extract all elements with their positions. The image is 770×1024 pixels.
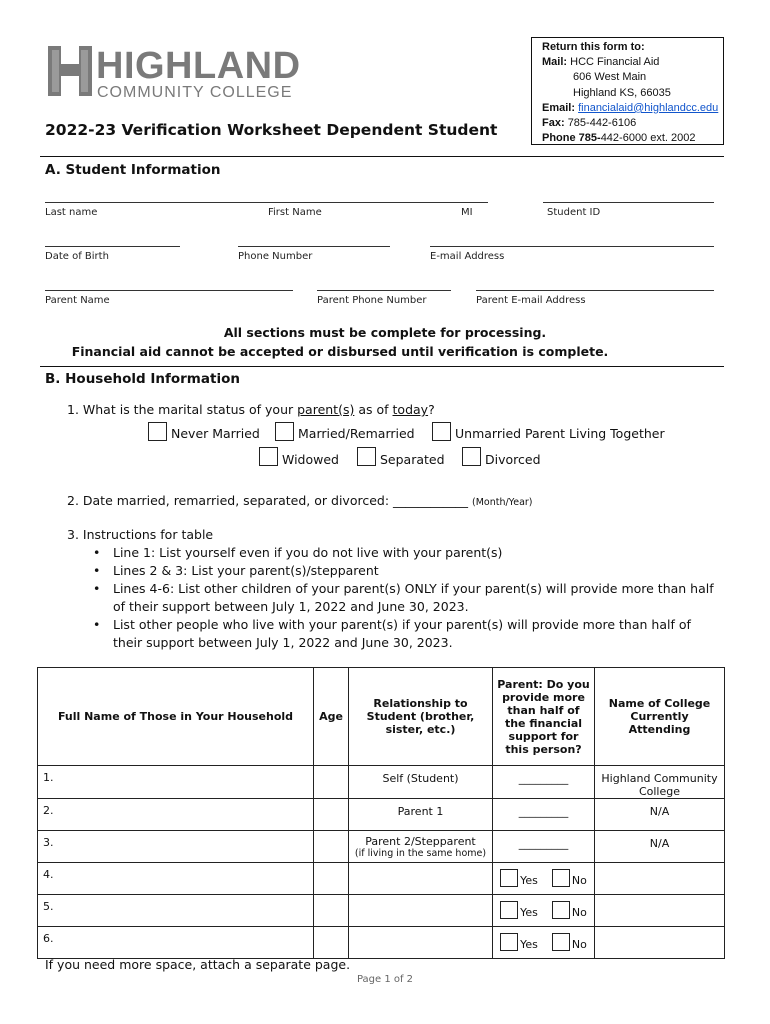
checkbox-unmarried-together[interactable] <box>432 422 451 441</box>
student-id-line[interactable] <box>543 202 714 203</box>
row-number: 3. <box>38 831 314 863</box>
age-cell[interactable] <box>314 895 349 927</box>
checkbox-separated[interactable] <box>357 447 376 466</box>
checkbox-divorced[interactable] <box>462 447 481 466</box>
logo-subtitle: COMMUNITY COLLEGE <box>97 84 293 101</box>
list-item: • Lines 4-6: List other children of your parent(s) ONLY if your parent(s) will provide more than half of their support between July 1, 2022 and June 30, 2023. <box>89 580 719 616</box>
table-row <box>38 863 725 895</box>
notice-complete: All sections must be complete for processing. <box>223 325 547 340</box>
no-checkbox[interactable] <box>552 933 570 951</box>
question-3: 3. Instructions for table <box>67 527 214 542</box>
mail-value: HCC Financial Aid <box>570 56 660 69</box>
address-line-1: 606 West Main <box>573 71 647 84</box>
option-married: Married/Remarried <box>298 426 415 441</box>
relationship-cell[interactable] <box>349 895 493 927</box>
page-title: 2022-23 Verification Worksheet Dependent Student <box>45 121 498 139</box>
fax-label: Fax: <box>542 117 565 130</box>
age-cell[interactable] <box>314 831 349 863</box>
parent-phone-line[interactable] <box>317 290 451 291</box>
no-label: No <box>571 938 587 951</box>
phone-label: Phone Number <box>238 251 313 262</box>
option-separated: Separated <box>380 452 445 467</box>
fax-value: 785-442-6106 <box>567 117 637 130</box>
q2-text: 2. Date married, remarried, separated, or divorced: ____________ <box>67 493 469 508</box>
yes-label: Yes <box>520 874 538 887</box>
parent-phone-label: Parent Phone Number <box>317 295 427 306</box>
list-item: • List other people who live with your parent(s) if your parent(s) will provide more than half of their support between July 1, 2022 and June 30, 2023. <box>89 616 719 652</box>
age-cell[interactable] <box>314 799 349 831</box>
yes-checkbox[interactable] <box>500 869 518 887</box>
option-widowed: Widowed <box>282 452 339 467</box>
college-cell: Highland Community College <box>595 766 725 799</box>
q2-hint: (Month/Year) <box>472 497 533 508</box>
no-checkbox[interactable] <box>552 901 570 919</box>
option-never-married: Never Married <box>171 426 260 441</box>
q1-mid: as of <box>354 402 393 417</box>
parent-email-label: Parent E-mail Address <box>476 295 586 306</box>
question-1 <box>67 402 435 417</box>
support-cell <box>493 927 595 959</box>
page-number: Page 1 of 2 <box>356 974 414 985</box>
divider <box>40 156 724 157</box>
q1-parents: parent(s) <box>297 402 355 417</box>
support-cell[interactable]: _________ <box>493 766 595 799</box>
table-row <box>38 799 725 831</box>
row-number: 6. <box>38 927 314 959</box>
table-row <box>38 831 725 863</box>
option-divorced: Divorced <box>485 452 541 467</box>
college-logo-icon <box>48 46 92 96</box>
logo-wordmark: HIGHLAND <box>96 45 301 87</box>
age-cell[interactable] <box>314 766 349 799</box>
checkbox-widowed[interactable] <box>259 447 278 466</box>
relationship-note: (if living in the same home) <box>354 848 487 859</box>
first-name-label: First Name <box>268 207 322 218</box>
name-line[interactable] <box>45 202 488 203</box>
address-line-2: Highland KS, 66035 <box>573 86 671 99</box>
age-cell[interactable] <box>314 863 349 895</box>
parent-email-line[interactable] <box>476 290 714 291</box>
dob-line[interactable] <box>45 246 180 247</box>
phone-line[interactable] <box>238 246 390 247</box>
checkbox-married[interactable] <box>275 422 294 441</box>
header-support: Parent: Do you provide more than half of the financial support for this person? <box>493 668 595 766</box>
phone-label: Phone 785- <box>542 132 601 145</box>
q1-prefix: 1. What is the marital status of your <box>67 402 298 417</box>
support-cell <box>493 863 595 895</box>
no-label: No <box>571 874 587 887</box>
more-space-note: If you need more space, attach a separate page. <box>45 957 351 972</box>
header-college: Name of College Currently Attending <box>595 668 725 766</box>
list-item: • Lines 2 & 3: List your parent(s)/stepparent <box>89 562 719 580</box>
section-b-heading: B. Household Information <box>45 371 240 387</box>
question-2 <box>67 493 533 508</box>
divider <box>40 366 724 367</box>
q1-today: today <box>392 402 429 417</box>
college-cell[interactable] <box>595 863 725 895</box>
mi-label: MI <box>461 207 473 218</box>
parent-name-line[interactable] <box>45 290 293 291</box>
email-label-field: E-mail Address <box>430 251 505 262</box>
household-table <box>37 667 725 959</box>
yes-checkbox[interactable] <box>500 933 518 951</box>
support-cell[interactable]: _________ <box>493 799 595 831</box>
list-item: • Line 1: List yourself even if you do not live with your parent(s) <box>89 544 719 562</box>
row-number: 5. <box>38 895 314 927</box>
header-name: Full Name of Those in Your Household <box>38 668 314 766</box>
dob-label: Date of Birth <box>45 251 109 262</box>
college-cell[interactable] <box>595 895 725 927</box>
email-line[interactable] <box>430 246 714 247</box>
relationship-text: Parent 2/Stepparent <box>365 835 476 848</box>
mail-label: Mail: <box>542 56 568 69</box>
relationship-cell[interactable] <box>349 863 493 895</box>
email-link[interactable]: financialaid@highlandcc.edu <box>578 101 719 114</box>
no-checkbox[interactable] <box>552 869 570 887</box>
support-cell[interactable]: _________ <box>493 831 595 863</box>
table-row <box>38 766 725 799</box>
relationship-cell <box>349 831 493 863</box>
relationship-cell[interactable] <box>349 927 493 959</box>
age-cell[interactable] <box>314 927 349 959</box>
notice-verification: Financial aid cannot be accepted or disbursed until verification is complete. <box>71 344 609 359</box>
last-name-label: Last name <box>45 207 98 218</box>
return-info-box <box>531 37 724 145</box>
relationship-cell: Parent 1 <box>349 799 493 831</box>
yes-checkbox[interactable] <box>500 901 518 919</box>
support-cell <box>493 895 595 927</box>
checkbox-never-married[interactable] <box>148 422 167 441</box>
instructions-list <box>89 544 719 652</box>
row-number: 1. <box>38 766 314 799</box>
header-age: Age <box>314 668 349 766</box>
q1-suffix: ? <box>428 402 435 417</box>
table-row <box>38 927 725 959</box>
option-unmarried-together: Unmarried Parent Living Together <box>455 426 665 441</box>
college-cell[interactable] <box>595 927 725 959</box>
relationship-cell: Self (Student) <box>349 766 493 799</box>
table-row <box>38 895 725 927</box>
email-label: Email: <box>542 101 576 114</box>
phone-value: 442-6000 ext. 2002 <box>600 132 696 145</box>
no-label: No <box>571 906 587 919</box>
college-cell: N/A <box>595 799 725 831</box>
header-relationship: Relationship to Student (brother, sister, etc.) <box>349 668 493 766</box>
yes-label: Yes <box>520 938 538 951</box>
row-number: 2. <box>38 799 314 831</box>
college-cell: N/A <box>595 831 725 863</box>
student-id-label: Student ID <box>547 207 601 218</box>
return-heading: Return this form to: <box>542 41 645 53</box>
row-number: 4. <box>38 863 314 895</box>
yes-label: Yes <box>520 906 538 919</box>
parent-name-label: Parent Name <box>45 295 110 306</box>
section-a-heading: A. Student Information <box>45 162 221 178</box>
